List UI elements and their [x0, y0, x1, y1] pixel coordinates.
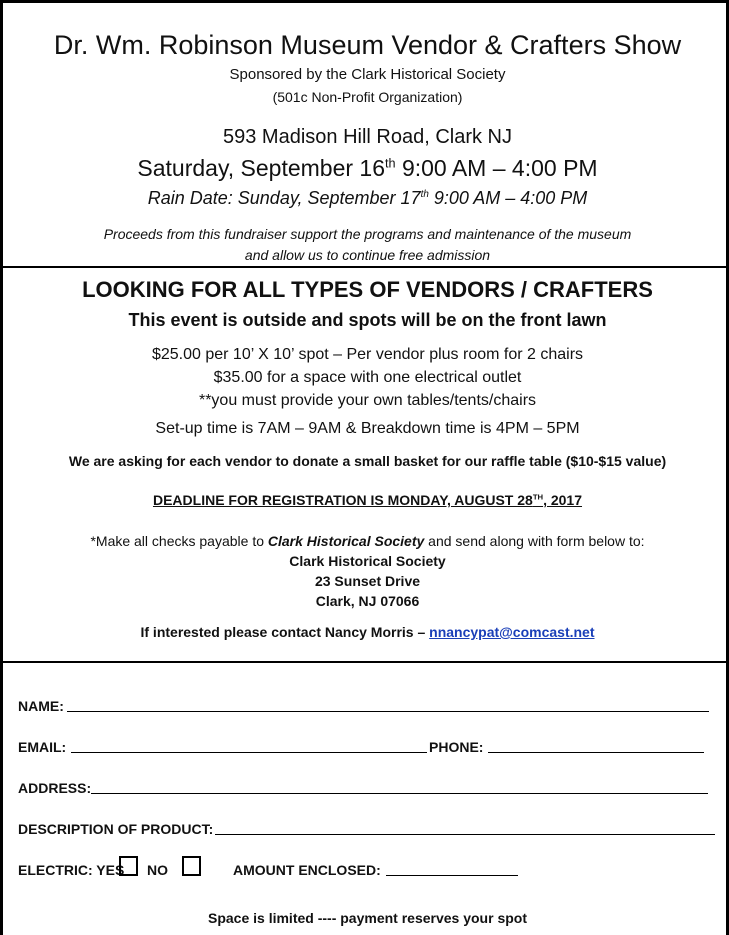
description-label: DESCRIPTION OF PRODUCT: [18, 821, 214, 837]
name-field[interactable] [67, 711, 709, 712]
flyer-title: Dr. Wm. Robinson Museum Vendor & Crafters Show [53, 30, 682, 60]
rain-date-day: Rain Date: Sunday, September 17 [147, 188, 421, 208]
checks-pre: *Make all checks payable to [90, 533, 268, 549]
event-date-day: Saturday, September 16 [137, 155, 386, 181]
amount-label: AMOUNT ENCLOSED: [233, 862, 381, 878]
vendors-heading: LOOKING FOR ALL TYPES OF VENDORS / CRAFTERS [82, 277, 653, 302]
rain-date-suffix: th [420, 189, 429, 200]
proceeds-line-2: and allow us to continue free admission [244, 247, 491, 263]
deadline-suffix: TH [532, 492, 544, 502]
event-date [3, 155, 729, 182]
deadline-year: , 2017 [543, 492, 583, 508]
contact-line [3, 624, 729, 640]
electric-no-checkbox[interactable] [182, 856, 201, 876]
pricing-info [3, 343, 729, 412]
amount-field[interactable] [386, 875, 518, 876]
deadline-text: DEADLINE FOR REGISTRATION IS MONDAY, AUGUST 28 [152, 492, 533, 508]
proceeds-note [3, 224, 729, 266]
mailing-address [3, 551, 729, 611]
registration-deadline [3, 492, 729, 508]
mailing-city: Clark, NJ 07066 [315, 593, 420, 609]
price-line-2: $35.00 for a space with one electrical outlet [213, 369, 522, 386]
top-border [3, 0, 729, 3]
sponsor-line: Sponsored by the Clark Historical Society [229, 66, 506, 83]
contact-text: If interested please contact Nancy Morris – [140, 624, 430, 640]
email-label: EMAIL: [18, 739, 67, 755]
email-field[interactable] [71, 752, 427, 753]
contact-email-link[interactable]: nnancypat@comcast.net [429, 624, 595, 640]
electric-yes-checkbox[interactable] [119, 856, 138, 876]
outside-note: This event is outside and spots will be on the front lawn [128, 310, 607, 330]
name-label: NAME: [18, 698, 64, 714]
event-date-suffix: th [385, 156, 396, 171]
section-divider-bottom [3, 661, 729, 663]
proceeds-line-1: Proceeds from this fundraiser support the programs and maintenance of the museum [103, 226, 632, 242]
description-field[interactable] [215, 834, 715, 835]
section-divider-top [3, 266, 729, 268]
setup-times: Set-up time is 7AM – 9AM & Breakdown time is 4PM – 5PM [155, 420, 580, 437]
checks-payee: Clark Historical Society [267, 533, 425, 549]
electric-no-label: NO [147, 862, 168, 878]
event-address: 593 Madison Hill Road, Clark NJ [222, 126, 512, 148]
rain-date-time: 9:00 AM – 4:00 PM [428, 188, 588, 208]
rain-date [3, 188, 729, 209]
electric-label: ELECTRIC: YES [18, 862, 125, 878]
price-line-3: **you must provide your own tables/tents/chairs [198, 392, 537, 409]
mailing-name: Clark Historical Society [289, 553, 446, 569]
event-date-time: 9:00 AM – 4:00 PM [395, 155, 598, 181]
phone-field[interactable] [488, 752, 704, 753]
price-line-1: $25.00 per 10’ X 10’ spot – Per vendor plus room for 2 chairs [151, 346, 584, 363]
address-field[interactable] [91, 793, 708, 794]
nonprofit-line: (501c Non-Profit Organization) [272, 89, 463, 105]
checks-post: and send along with form below to: [424, 533, 645, 549]
footer-note: Space is limited ---- payment reserves your spot [208, 910, 527, 926]
raffle-basket-note: We are asking for each vendor to donate a small basket for our raffle table ($10-$15 value) [68, 453, 667, 469]
checks-instructions [3, 531, 729, 551]
mailing-street: 23 Sunset Drive [314, 573, 421, 589]
address-label: ADDRESS: [18, 780, 92, 796]
phone-label: PHONE: [429, 739, 484, 755]
